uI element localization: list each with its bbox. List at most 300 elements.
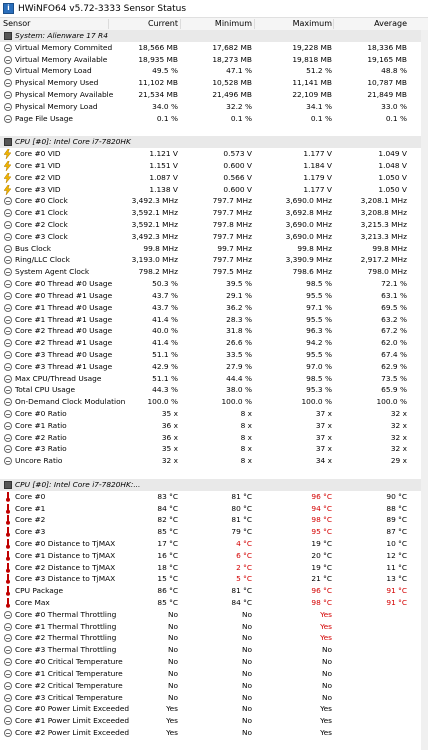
average-value: 2,917.2 MHz <box>360 255 407 265</box>
maximum-value: 3,390.9 MHz <box>285 255 332 265</box>
maximum-value: 96.3 % <box>306 326 332 336</box>
sensor-row[interactable] <box>0 526 428 538</box>
thermometer-icon <box>5 598 11 608</box>
current-value: 3,592.1 MHz <box>131 208 178 218</box>
sensor-label: Core #2 VID <box>15 172 61 182</box>
sensor-label: Core #3 Critical Temperature <box>15 692 123 702</box>
average-value: 19,165 MB <box>367 54 407 64</box>
column-divider[interactable] <box>333 19 334 29</box>
column-header-sensor[interactable]: Sensor <box>3 19 31 28</box>
average-value <box>335 656 407 668</box>
maximum-value: Yes <box>320 621 332 631</box>
sensor-row[interactable] <box>0 597 428 609</box>
sensor-row[interactable] <box>0 54 428 66</box>
sensor-label: Physical Memory Used <box>15 78 99 88</box>
sensor-row[interactable] <box>0 538 428 550</box>
circle-icon <box>4 705 12 713</box>
sensor-row[interactable] <box>0 349 428 361</box>
sensor-label: Core #1 Clock <box>15 208 68 218</box>
sensor-row[interactable] <box>0 573 428 585</box>
sensor-row[interactable] <box>0 278 428 290</box>
maximum-value: 1.177 V <box>303 184 332 194</box>
maximum-value: Yes <box>320 716 332 726</box>
sensor-row[interactable] <box>0 503 428 515</box>
sensor-label: Core #3 Distance to TjMAX <box>15 574 116 584</box>
average-value: 67.4 % <box>381 349 407 359</box>
sensor-group-header[interactable] <box>0 136 428 148</box>
minimum-value: 8 x <box>240 444 252 454</box>
circle-icon <box>4 327 12 335</box>
minimum-value: 0.1 % <box>230 113 252 123</box>
average-value <box>335 621 407 633</box>
sensor-row[interactable] <box>0 77 428 89</box>
maximum-value: 37 x <box>315 432 332 442</box>
minimum-value: 26.6 % <box>226 338 252 348</box>
maximum-value: 99.8 MHz <box>297 243 332 253</box>
sensor-row[interactable] <box>0 172 428 184</box>
column-header-current[interactable]: Current <box>147 19 178 28</box>
minimum-value: 80 °C <box>231 503 252 513</box>
sensor-list[interactable] <box>0 30 428 739</box>
current-value: 35 x <box>161 409 178 418</box>
minimum-value: 8 x <box>240 420 252 430</box>
average-value: 12 °C <box>386 550 407 560</box>
average-value: 90 °C <box>386 491 407 501</box>
circle-icon <box>4 103 12 111</box>
current-value: 1.087 V <box>149 172 178 182</box>
maximum-value: 95.5 % <box>306 314 332 324</box>
sensor-row[interactable] <box>0 656 428 668</box>
sensor-label: Uncore Ratio <box>15 456 63 466</box>
current-value: No <box>167 692 178 702</box>
circle-icon <box>4 304 12 312</box>
current-value: 34.0 % <box>152 101 178 111</box>
average-value: 10,787 MB <box>367 78 407 88</box>
sensor-row[interactable] <box>0 396 428 408</box>
current-value: 11,102 MB <box>138 78 178 88</box>
circle-icon <box>4 115 12 123</box>
minimum-value: No <box>241 680 252 690</box>
average-value <box>335 715 407 727</box>
current-value: 49.5 % <box>152 66 178 76</box>
sensor-label: Virtual Memory Available <box>15 54 108 64</box>
sensor-row[interactable] <box>0 491 428 503</box>
sensor-row[interactable] <box>0 373 428 385</box>
sensor-row[interactable] <box>0 514 428 526</box>
minimum-value: 797.7 MHz <box>212 255 252 265</box>
sensor-row[interactable] <box>0 314 428 326</box>
sensor-label: Core #0 Thread #0 Usage <box>15 279 113 289</box>
maximum-value: 1.179 V <box>303 172 332 182</box>
maximum-value: 94 °C <box>311 503 332 513</box>
minimum-value: 17,682 MB <box>212 42 252 52</box>
minimum-value: No <box>241 716 252 726</box>
sensor-row[interactable] <box>0 113 428 125</box>
current-value: No <box>167 645 178 655</box>
sensor-row[interactable] <box>0 585 428 597</box>
sensor-row[interactable] <box>0 727 428 739</box>
minimum-value: 8 x <box>240 409 252 418</box>
current-value: 44.3 % <box>152 385 178 395</box>
minimum-value: No <box>241 621 252 631</box>
bolt-icon <box>4 149 11 159</box>
average-value: 13 °C <box>386 574 407 584</box>
sensor-row[interactable] <box>0 42 428 54</box>
average-value: 3,208.1 MHz <box>360 196 407 206</box>
average-value: 87 °C <box>386 527 407 537</box>
sensor-row[interactable] <box>0 550 428 562</box>
current-value: 36 x <box>161 420 178 430</box>
current-value: No <box>167 680 178 690</box>
sensor-label: Core #2 <box>15 515 46 525</box>
maximum-value: 98.5 % <box>306 279 332 289</box>
sensor-label: Core #1 Critical Temperature <box>15 668 123 678</box>
current-value: 3,492.3 MHz <box>131 196 178 206</box>
maximum-value: 95.5 % <box>306 349 332 359</box>
sensor-group-header[interactable] <box>0 479 428 491</box>
maximum-value: No <box>321 668 332 678</box>
circle-icon <box>4 386 12 394</box>
average-value: 100.0 % <box>376 397 407 407</box>
sensor-label: Core #0 Thread #1 Usage <box>15 290 113 300</box>
sensor-group-header[interactable] <box>0 30 428 42</box>
sensor-label: Ring/LLC Clock <box>15 255 70 265</box>
maximum-value: Yes <box>320 727 332 737</box>
current-value: No <box>167 609 178 619</box>
average-value: 21,849 MB <box>367 90 407 100</box>
circle-icon <box>4 422 12 430</box>
average-value: 29 x <box>390 456 407 466</box>
sensor-label: Page File Usage <box>15 113 73 123</box>
maximum-value: 100.0 % <box>301 397 332 407</box>
maximum-value: 3,690.0 MHz <box>285 196 332 206</box>
average-value: 11 °C <box>386 562 407 572</box>
sensor-row[interactable] <box>0 195 428 207</box>
average-value: 0.1 % <box>385 113 407 123</box>
sensor-row[interactable] <box>0 609 428 621</box>
maximum-value: 34 x <box>315 456 332 466</box>
minimum-value: 79 °C <box>231 527 252 537</box>
average-value: 32 x <box>390 444 407 454</box>
sensor-row[interactable] <box>0 89 428 101</box>
maximum-value: 19,818 MB <box>292 54 332 64</box>
sensor-row[interactable] <box>0 420 428 432</box>
sensor-label: CPU Package <box>15 586 64 596</box>
minimum-value: 100.0 % <box>221 397 252 407</box>
circle-icon <box>4 623 12 631</box>
sensor-row[interactable] <box>0 101 428 113</box>
average-value <box>335 727 407 739</box>
sensor-label: Core #0 VID <box>15 149 61 159</box>
current-value: 99.8 MHz <box>143 243 178 253</box>
window-title: HWiNFO64 v5.72-3333 Sensor Status <box>18 3 187 14</box>
average-value <box>335 644 407 656</box>
maximum-value: No <box>321 657 332 667</box>
minimum-value: 6 °C <box>236 550 252 560</box>
current-value: 100.0 % <box>147 397 178 407</box>
sensor-label: Core #3 Clock <box>15 231 68 241</box>
maximum-value: 798.6 MHz <box>292 267 332 277</box>
column-header-average[interactable]: Average <box>374 19 407 28</box>
current-value: 3,492.3 MHz <box>131 231 178 241</box>
sensor-row[interactable] <box>0 148 428 160</box>
minimum-value: 47.1 % <box>226 66 252 76</box>
maximum-value: 3,690.0 MHz <box>285 231 332 241</box>
maximum-value: 3,690.0 MHz <box>285 220 332 229</box>
sensor-label: Total CPU Usage <box>15 385 76 395</box>
sensor-label: Core #3 Thermal Throttling <box>15 645 117 655</box>
current-value: 41.4 % <box>152 338 178 348</box>
average-value: 1.050 V <box>378 184 407 194</box>
sensor-row[interactable] <box>0 443 428 455</box>
average-value: 73.5 % <box>381 373 407 383</box>
current-value: 82 °C <box>157 515 178 525</box>
maximum-value: 20 °C <box>311 550 332 560</box>
minimum-value: 36.2 % <box>226 302 252 312</box>
average-value: 32 x <box>390 432 407 442</box>
circle-icon <box>4 375 12 383</box>
minimum-value: 797.7 MHz <box>212 196 252 206</box>
average-value: 3,213.3 MHz <box>360 231 407 241</box>
maximum-value: 95.3 % <box>306 385 332 395</box>
row-spacer <box>0 125 428 137</box>
average-value: 62.0 % <box>381 338 407 348</box>
average-value: 72.1 % <box>381 279 407 289</box>
current-value: 85 °C <box>157 527 178 537</box>
sensor-row[interactable] <box>0 65 428 77</box>
sensor-row[interactable] <box>0 231 428 243</box>
circle-icon <box>4 233 12 241</box>
circle-icon <box>4 67 12 75</box>
maximum-value: 1.177 V <box>303 149 332 159</box>
chip-icon <box>4 32 12 40</box>
current-value: 42.9 % <box>152 361 178 371</box>
column-header-maximum[interactable]: Maximum <box>292 19 332 28</box>
thermometer-icon <box>5 539 11 549</box>
minimum-value: 21,496 MB <box>212 90 252 100</box>
sensor-row[interactable] <box>0 243 428 255</box>
sensor-row[interactable] <box>0 632 428 644</box>
sensor-label: Core #2 Thermal Throttling <box>15 633 117 643</box>
minimum-value: 2 °C <box>236 562 252 572</box>
minimum-value: 797.7 MHz <box>212 208 252 218</box>
sensor-row[interactable] <box>0 680 428 692</box>
maximum-value: 95 °C <box>311 527 332 537</box>
minimum-value: 28.3 % <box>226 314 252 324</box>
vertical-scrollbar[interactable] <box>421 30 428 750</box>
minimum-value: 8 x <box>240 432 252 442</box>
column-header-minimum[interactable]: Minimum <box>214 19 252 28</box>
maximum-value: No <box>321 645 332 655</box>
sensor-row[interactable] <box>0 325 428 337</box>
current-value: No <box>167 657 178 667</box>
average-value: 91 °C <box>386 586 407 596</box>
sensor-label: Core #3 Thread #0 Usage <box>15 349 113 359</box>
sensor-row[interactable] <box>0 160 428 172</box>
column-divider[interactable] <box>108 19 109 29</box>
sensor-row[interactable] <box>0 455 428 467</box>
sensor-row[interactable] <box>0 266 428 278</box>
sensor-label: Core Max <box>15 598 50 607</box>
sensor-row[interactable] <box>0 302 428 314</box>
current-value: 41.4 % <box>152 314 178 324</box>
thermometer-icon <box>5 492 11 502</box>
average-value <box>335 692 407 704</box>
sensor-label: Core #1 VID <box>15 160 61 170</box>
current-value: 40.0 % <box>152 326 178 336</box>
minimum-value: 27.9 % <box>226 361 252 371</box>
average-value: 63.2 % <box>381 314 407 324</box>
sensor-row[interactable] <box>0 703 428 715</box>
maximum-value: 37 x <box>315 420 332 430</box>
average-value: 62.9 % <box>381 361 407 371</box>
minimum-value: 4 °C <box>236 538 252 548</box>
minimum-value: 99.7 MHz <box>217 243 252 253</box>
sensor-label: Physical Memory Load <box>15 101 98 111</box>
maximum-value: 37 x <box>315 444 332 454</box>
circle-icon <box>4 197 12 205</box>
sensor-label: Core #3 <box>15 527 46 537</box>
thermometer-icon <box>5 515 11 525</box>
current-value: 17 °C <box>157 538 178 548</box>
sensor-label: Core #2 Ratio <box>15 432 67 442</box>
minimum-value: No <box>241 692 252 702</box>
minimum-value: No <box>241 645 252 655</box>
minimum-value: 0.573 V <box>223 149 252 159</box>
minimum-value: No <box>241 633 252 643</box>
current-value: 1.121 V <box>149 149 178 159</box>
minimum-value: 797.5 MHz <box>212 267 252 277</box>
thermometer-icon <box>5 551 11 561</box>
current-value: No <box>167 633 178 643</box>
current-value: 85 °C <box>157 598 178 607</box>
sensor-label: Core #0 Critical Temperature <box>15 657 123 667</box>
circle-icon <box>4 209 12 217</box>
sensor-label: Core #2 Critical Temperature <box>15 680 123 690</box>
sensor-label: Bus Clock <box>15 243 52 253</box>
minimum-value: 32.2 % <box>226 101 252 111</box>
average-value <box>335 668 407 680</box>
average-value: 99.8 MHz <box>372 243 407 253</box>
sensor-row[interactable] <box>0 337 428 349</box>
sensor-label: Core #1 Thread #1 Usage <box>15 314 113 324</box>
circle-icon <box>4 434 12 442</box>
circle-icon <box>4 56 12 64</box>
sensor-label: Virtual Memory Commited <box>15 42 113 52</box>
minimum-value: 29.1 % <box>226 290 252 300</box>
sensor-row[interactable] <box>0 562 428 574</box>
circle-icon <box>4 316 12 324</box>
bolt-icon <box>4 185 11 195</box>
maximum-value: 3,692.8 MHz <box>285 208 332 218</box>
average-value: 3,215.3 MHz <box>360 220 407 229</box>
minimum-value: 0.566 V <box>223 172 252 182</box>
minimum-value: 797.8 MHz <box>212 220 252 229</box>
minimum-value: 8 x <box>240 456 252 466</box>
maximum-value: 34.1 % <box>306 101 332 111</box>
minimum-value: No <box>241 609 252 619</box>
sensor-label: Core #0 Ratio <box>15 409 67 418</box>
minimum-value: No <box>241 727 252 737</box>
sensor-row[interactable] <box>0 621 428 633</box>
maximum-value: 1.184 V <box>303 160 332 170</box>
sensor-row[interactable] <box>0 644 428 656</box>
average-value: 3,208.8 MHz <box>360 208 407 218</box>
current-value: 0.1 % <box>156 113 178 123</box>
average-value: 1.050 V <box>378 172 407 182</box>
sensor-label: Core #1 Distance to TjMAX <box>15 550 116 560</box>
maximum-value: Yes <box>320 633 332 643</box>
average-value: 65.9 % <box>381 385 407 395</box>
maximum-value: 37 x <box>315 409 332 418</box>
sensor-row[interactable] <box>0 408 428 420</box>
circle-icon <box>4 670 12 678</box>
current-value: No <box>167 621 178 631</box>
sensor-row[interactable] <box>0 207 428 219</box>
current-value: 83 °C <box>157 491 178 501</box>
circle-icon <box>4 221 12 229</box>
sensor-label: Core #0 <box>15 491 46 501</box>
sensor-label: Physical Memory Available <box>15 90 114 100</box>
sensor-row[interactable] <box>0 432 428 444</box>
sensor-row[interactable] <box>0 692 428 704</box>
average-value <box>335 680 407 692</box>
minimum-value: 797.7 MHz <box>212 231 252 241</box>
maximum-value: 98.5 % <box>306 373 332 383</box>
bolt-icon <box>4 173 11 183</box>
minimum-value: 18,273 MB <box>212 54 252 64</box>
sensor-row[interactable] <box>0 254 428 266</box>
sensor-row[interactable] <box>0 219 428 231</box>
thermometer-icon <box>5 504 11 514</box>
sensor-row[interactable] <box>0 184 428 196</box>
minimum-value: No <box>241 704 252 714</box>
current-value: 86 °C <box>157 586 178 596</box>
circle-icon <box>4 717 12 725</box>
sensor-label: Max CPU/Thread Usage <box>15 373 102 383</box>
maximum-value: 19 °C <box>311 538 332 548</box>
average-value: 89 °C <box>386 515 407 525</box>
current-value: 16 °C <box>157 550 178 560</box>
minimum-value: 84 °C <box>231 598 252 607</box>
sensor-row[interactable] <box>0 290 428 302</box>
sensor-label: Core #2 Thread #0 Usage <box>15 326 113 336</box>
sensor-row[interactable] <box>0 361 428 373</box>
current-value: Yes <box>166 727 178 737</box>
minimum-value: 0.600 V <box>223 160 252 170</box>
maximum-value: 11,141 MB <box>292 78 332 88</box>
circle-icon <box>4 245 12 253</box>
current-value: 18 °C <box>157 562 178 572</box>
sensor-label: Core #3 Ratio <box>15 444 67 454</box>
sensor-row[interactable] <box>0 668 428 680</box>
circle-icon <box>4 79 12 87</box>
maximum-value: 96 °C <box>311 491 332 501</box>
sensor-row[interactable] <box>0 384 428 396</box>
maximum-value: 19 °C <box>311 562 332 572</box>
current-value: 50.3 % <box>152 279 178 289</box>
minimum-value: 5 °C <box>236 574 252 584</box>
average-value: 91 °C <box>386 598 407 607</box>
current-value: 1.138 V <box>149 184 178 194</box>
sensor-label: Core #1 Ratio <box>15 420 67 430</box>
sensor-row[interactable] <box>0 715 428 727</box>
circle-icon <box>4 351 12 359</box>
average-value <box>335 632 407 644</box>
minimum-value: 31.8 % <box>226 326 252 336</box>
sensor-label: Core #0 Distance to TjMAX <box>15 538 116 548</box>
average-value: 18,336 MB <box>367 42 407 52</box>
